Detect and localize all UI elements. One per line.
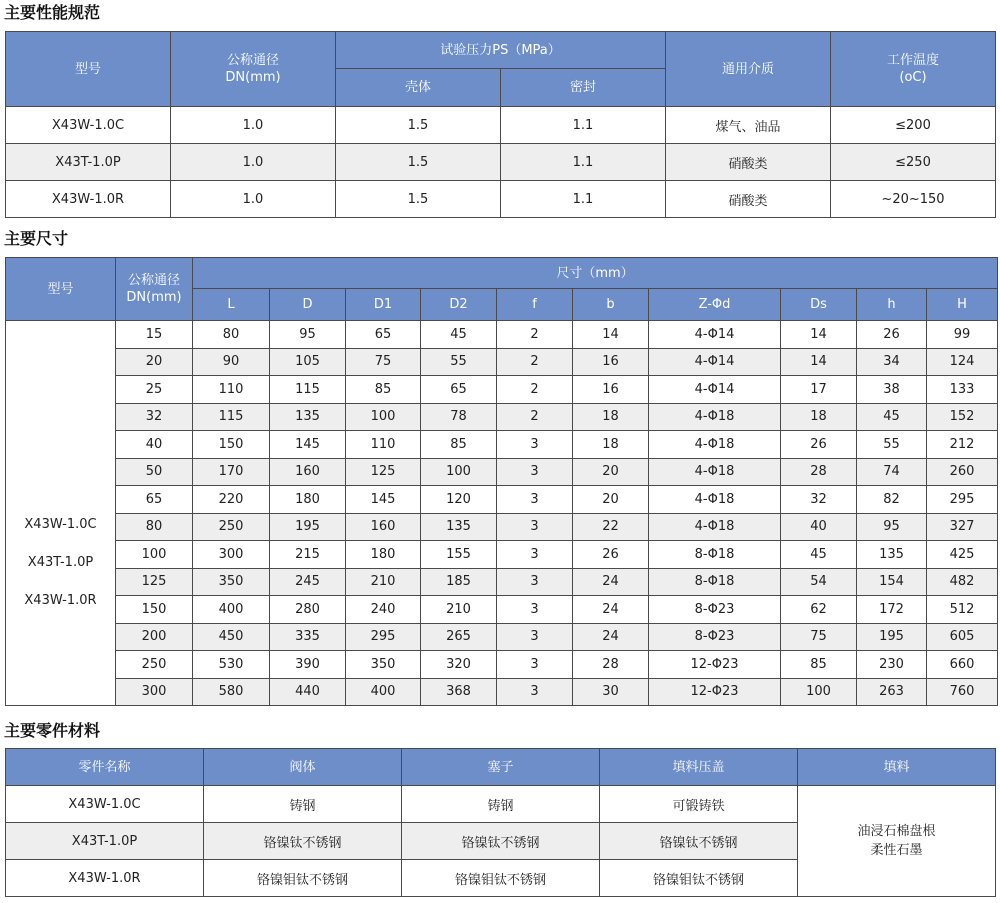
perf-header-temp	[831, 32, 996, 107]
dim-cell: 26	[857, 321, 927, 349]
dim-cell: 105	[270, 348, 346, 376]
dim-cell: 120	[421, 486, 497, 514]
dim-cell: 80	[116, 513, 193, 541]
dim-cell: 125	[346, 458, 421, 486]
dim-cell: 4-Φ14	[649, 376, 781, 404]
dim-cell: 215	[270, 541, 346, 569]
dim-cell: 100	[421, 458, 497, 486]
dim-cell: 75	[346, 348, 421, 376]
dim-cell: 154	[857, 568, 927, 596]
perf-header-dn	[171, 32, 336, 107]
mat-cell-model: X43W-1.0C	[6, 786, 204, 823]
dimensions-table	[5, 257, 998, 706]
mat-packing-line1: 油浸石棉盘根	[857, 824, 936, 839]
dim-cell: 200	[116, 623, 193, 651]
dim-model-name: X43W-1.0C	[24, 517, 97, 532]
dim-subheader-cell: D2	[421, 289, 497, 321]
dim-cell: 195	[270, 513, 346, 541]
perf-cell-temp: ≤250	[831, 144, 996, 181]
materials-table	[5, 748, 996, 897]
mat-cell-body: 铬镍钼钛不锈钢	[204, 860, 402, 897]
dim-cell: 62	[781, 596, 857, 624]
mat-packing-line2: 柔性石墨	[870, 843, 923, 858]
dim-cell: 250	[116, 651, 193, 679]
dim-cell: 185	[421, 568, 497, 596]
dim-cell: 170	[193, 458, 270, 486]
dim-cell: 82	[857, 486, 927, 514]
dim-cell: 350	[346, 651, 421, 679]
dim-cell: 2	[497, 403, 573, 431]
dim-subheader-cell: Ds	[781, 289, 857, 321]
dim-subheader-cell: h	[857, 289, 927, 321]
dim-cell: 4-Φ18	[649, 403, 781, 431]
dim-row	[6, 458, 998, 486]
dim-cell: 3	[497, 431, 573, 459]
dim-subheader-cell: H	[927, 289, 998, 321]
dim-cell: 54	[781, 568, 857, 596]
dim-subheader-cell: Z-Φd	[649, 289, 781, 321]
dim-cell: 3	[497, 486, 573, 514]
mat-header-cell: 零件名称	[6, 749, 204, 786]
dim-cell: 55	[857, 431, 927, 459]
dim-cell: 85	[781, 651, 857, 679]
dim-cell: 18	[781, 403, 857, 431]
dim-cell: 390	[270, 651, 346, 679]
dim-cell: 26	[573, 541, 649, 569]
dim-cell: 530	[193, 651, 270, 679]
perf-cell-temp: ~20~150	[831, 181, 996, 218]
dim-cell: 95	[270, 321, 346, 349]
dim-cell: 160	[270, 458, 346, 486]
dim-cell: 220	[193, 486, 270, 514]
dim-cell: 145	[270, 431, 346, 459]
dim-cell: 450	[193, 623, 270, 651]
perf-cell-seal: 1.1	[501, 144, 666, 181]
dim-cell: 14	[781, 348, 857, 376]
perf-cell-shell: 1.5	[336, 107, 501, 144]
dim-cell: 212	[927, 431, 998, 459]
dim-cell: 78	[421, 403, 497, 431]
dim-cell: 45	[781, 541, 857, 569]
dim-cell: 300	[193, 541, 270, 569]
dim-cell: 34	[857, 348, 927, 376]
perf-header-pressure: 试验压力PS（MPa）	[336, 32, 666, 69]
dim-cell: 3	[497, 458, 573, 486]
dim-model-name: X43W-1.0R	[24, 593, 97, 608]
perf-row	[6, 181, 996, 218]
dim-cell: 152	[927, 403, 998, 431]
dim-cell: 45	[421, 321, 497, 349]
dim-cell: 95	[857, 513, 927, 541]
perf-cell-medium: 硝酸类	[666, 144, 831, 181]
dim-cell: 115	[193, 403, 270, 431]
dim-cell: 145	[346, 486, 421, 514]
dim-cell: 8-Φ18	[649, 568, 781, 596]
dim-cell: 74	[857, 458, 927, 486]
dim-cell: 180	[270, 486, 346, 514]
dim-cell: 65	[116, 486, 193, 514]
dim-cell: 3	[497, 596, 573, 624]
dim-row	[6, 568, 998, 596]
dim-cell: 40	[781, 513, 857, 541]
dim-header-model: 型号	[6, 258, 116, 321]
dim-cell: 20	[573, 458, 649, 486]
dim-cell: 14	[781, 321, 857, 349]
dim-cell: 150	[116, 596, 193, 624]
perf-header-shell: 壳体	[336, 69, 501, 107]
perf-cell-seal: 1.1	[501, 181, 666, 218]
dim-cell: 2	[497, 376, 573, 404]
mat-cell-gland: 可锻铸铁	[600, 786, 798, 823]
dim-cell: 17	[781, 376, 857, 404]
perf-cell-temp: ≤200	[831, 107, 996, 144]
dim-cell: 4-Φ18	[649, 513, 781, 541]
perf-header-dn-line1: 公称通径	[226, 53, 279, 68]
dim-cell: 50	[116, 458, 193, 486]
mat-cell-plug: 铬镍钛不锈钢	[402, 823, 600, 860]
perf-cell-dn: 1.0	[171, 144, 336, 181]
perf-row	[6, 144, 996, 181]
dim-cell: 26	[781, 431, 857, 459]
dim-cell: 85	[421, 431, 497, 459]
perf-header-dn-line2: DN(mm)	[225, 70, 281, 85]
mat-row	[6, 786, 996, 823]
dim-cell: 4-Φ14	[649, 348, 781, 376]
dim-cell: 425	[927, 541, 998, 569]
dim-cell: 40	[116, 431, 193, 459]
dim-row	[6, 623, 998, 651]
dim-cell: 12-Φ23	[649, 678, 781, 706]
perf-cell-dn: 1.0	[171, 181, 336, 218]
dim-cell: 32	[116, 403, 193, 431]
dim-cell: 482	[927, 568, 998, 596]
dim-cell: 28	[781, 458, 857, 486]
perf-cell-seal: 1.1	[501, 107, 666, 144]
dim-cell: 85	[346, 376, 421, 404]
dim-header-dn	[116, 258, 193, 321]
dim-cell: 16	[573, 348, 649, 376]
dim-cell: 38	[857, 376, 927, 404]
dim-row	[6, 541, 998, 569]
mat-cell-gland: 铬镍钼钛不锈钢	[600, 860, 798, 897]
dim-cell: 3	[497, 513, 573, 541]
dim-cell: 150	[193, 431, 270, 459]
dim-header-dn-line1: 公称通径	[127, 273, 180, 288]
mat-packing-cell	[798, 786, 996, 897]
dim-row	[6, 376, 998, 404]
dim-cell: 100	[116, 541, 193, 569]
dim-cell: 4-Φ14	[649, 321, 781, 349]
mat-cell-plug: 铸钢	[402, 786, 600, 823]
dim-cell: 400	[346, 678, 421, 706]
mat-header-cell: 填料压盖	[600, 749, 798, 786]
perf-cell-model: X43W-1.0C	[6, 107, 171, 144]
dim-cell: 660	[927, 651, 998, 679]
dim-cell: 135	[270, 403, 346, 431]
perf-section-title: 主要性能规范	[4, 3, 101, 22]
dim-cell: 4-Φ18	[649, 431, 781, 459]
mat-section-title: 主要零件材料	[4, 721, 101, 740]
perf-header-seal: 密封	[501, 69, 666, 107]
dim-cell: 180	[346, 541, 421, 569]
dim-cell: 65	[346, 321, 421, 349]
perf-header-temp-line2: (oC)	[899, 70, 927, 85]
dim-cell: 100	[346, 403, 421, 431]
mat-header-cell: 塞子	[402, 749, 600, 786]
dim-row	[6, 651, 998, 679]
mat-header-cell: 阀体	[204, 749, 402, 786]
perf-cell-medium: 硝酸类	[666, 181, 831, 218]
dim-cell: 99	[927, 321, 998, 349]
dim-cell: 295	[927, 486, 998, 514]
dim-row	[6, 321, 998, 349]
dim-cell: 28	[573, 651, 649, 679]
perf-header-medium: 通用介质	[666, 32, 831, 107]
dim-cell: 512	[927, 596, 998, 624]
dim-cell: 320	[421, 651, 497, 679]
dim-cell: 12-Φ23	[649, 651, 781, 679]
performance-table	[5, 31, 996, 218]
dim-cell: 100	[781, 678, 857, 706]
dim-cell: 230	[857, 651, 927, 679]
dim-cell: 160	[346, 513, 421, 541]
dim-cell: 16	[573, 376, 649, 404]
dim-cell: 400	[193, 596, 270, 624]
dim-cell: 245	[270, 568, 346, 596]
dim-cell: 3	[497, 651, 573, 679]
dim-cell: 135	[857, 541, 927, 569]
dim-cell: 195	[857, 623, 927, 651]
dim-model-cell	[6, 321, 116, 706]
dim-cell: 125	[116, 568, 193, 596]
perf-cell-dn: 1.0	[171, 107, 336, 144]
perf-cell-shell: 1.5	[336, 144, 501, 181]
dim-cell: 20	[573, 486, 649, 514]
perf-header-model: 型号	[6, 32, 171, 107]
dim-row	[6, 431, 998, 459]
mat-cell-plug: 铬镍钼钛不锈钢	[402, 860, 600, 897]
dim-cell: 18	[573, 431, 649, 459]
dim-cell: 172	[857, 596, 927, 624]
dim-cell: 4-Φ18	[649, 486, 781, 514]
dim-cell: 124	[927, 348, 998, 376]
mat-cell-body: 铬镍钛不锈钢	[204, 823, 402, 860]
perf-cell-medium: 煤气、油品	[666, 107, 831, 144]
dim-cell: 2	[497, 348, 573, 376]
dim-header-size: 尺寸（mm）	[193, 258, 998, 289]
dim-subheader-cell: D1	[346, 289, 421, 321]
dim-cell: 280	[270, 596, 346, 624]
dim-cell: 110	[346, 431, 421, 459]
dim-cell: 440	[270, 678, 346, 706]
dim-cell: 18	[573, 403, 649, 431]
dim-row	[6, 678, 998, 706]
mat-cell-body: 铸钢	[204, 786, 402, 823]
dim-cell: 3	[497, 623, 573, 651]
dim-cell: 110	[193, 376, 270, 404]
dim-cell: 3	[497, 568, 573, 596]
dim-cell: 300	[116, 678, 193, 706]
dim-cell: 65	[421, 376, 497, 404]
dim-row	[6, 486, 998, 514]
dim-cell: 350	[193, 568, 270, 596]
dim-cell: 80	[193, 321, 270, 349]
dim-cell: 335	[270, 623, 346, 651]
dim-cell: 2	[497, 321, 573, 349]
dim-cell: 25	[116, 376, 193, 404]
dim-cell: 265	[421, 623, 497, 651]
dim-row	[6, 596, 998, 624]
mat-header-cell: 填料	[798, 749, 996, 786]
dim-cell: 133	[927, 376, 998, 404]
perf-cell-model: X43W-1.0R	[6, 181, 171, 218]
dim-cell: 90	[193, 348, 270, 376]
dim-row	[6, 513, 998, 541]
dim-cell: 368	[421, 678, 497, 706]
dim-cell: 8-Φ23	[649, 623, 781, 651]
dim-cell: 580	[193, 678, 270, 706]
dim-header-dn-line2: DN(mm)	[126, 290, 182, 305]
dim-cell: 210	[346, 568, 421, 596]
perf-header-temp-line1: 工作温度	[886, 53, 939, 68]
dim-subheader-cell: D	[270, 289, 346, 321]
dim-cell: 24	[573, 623, 649, 651]
mat-cell-gland: 铬镍钛不锈钢	[600, 823, 798, 860]
dim-cell: 30	[573, 678, 649, 706]
dim-cell: 24	[573, 596, 649, 624]
dim-cell: 605	[927, 623, 998, 651]
dim-cell: 210	[421, 596, 497, 624]
dim-cell: 32	[781, 486, 857, 514]
dim-cell: 260	[927, 458, 998, 486]
dim-row	[6, 403, 998, 431]
dim-cell: 115	[270, 376, 346, 404]
perf-row	[6, 107, 996, 144]
perf-cell-shell: 1.5	[336, 181, 501, 218]
dim-subheader-cell: f	[497, 289, 573, 321]
dim-cell: 75	[781, 623, 857, 651]
dim-cell: 55	[421, 348, 497, 376]
dim-cell: 3	[497, 541, 573, 569]
dim-cell: 250	[193, 513, 270, 541]
dim-section-title: 主要尺寸	[4, 229, 69, 248]
dim-cell: 8-Φ23	[649, 596, 781, 624]
dim-cell: 155	[421, 541, 497, 569]
dim-cell: 4-Φ18	[649, 458, 781, 486]
dim-cell: 327	[927, 513, 998, 541]
dim-cell: 15	[116, 321, 193, 349]
dim-cell: 263	[857, 678, 927, 706]
dim-model-name: X43T-1.0P	[27, 555, 94, 570]
dim-cell: 8-Φ18	[649, 541, 781, 569]
perf-cell-model: X43T-1.0P	[6, 144, 171, 181]
dim-cell: 22	[573, 513, 649, 541]
mat-cell-model: X43T-1.0P	[6, 823, 204, 860]
dim-cell: 760	[927, 678, 998, 706]
dim-cell: 295	[346, 623, 421, 651]
dim-row	[6, 348, 998, 376]
dim-cell: 3	[497, 678, 573, 706]
dim-cell: 135	[421, 513, 497, 541]
dim-cell: 20	[116, 348, 193, 376]
dim-subheader-cell: b	[573, 289, 649, 321]
mat-cell-model: X43W-1.0R	[6, 860, 204, 897]
dim-cell: 45	[857, 403, 927, 431]
dim-cell: 14	[573, 321, 649, 349]
dim-subheader-cell: L	[193, 289, 270, 321]
dim-cell: 240	[346, 596, 421, 624]
dim-cell: 24	[573, 568, 649, 596]
